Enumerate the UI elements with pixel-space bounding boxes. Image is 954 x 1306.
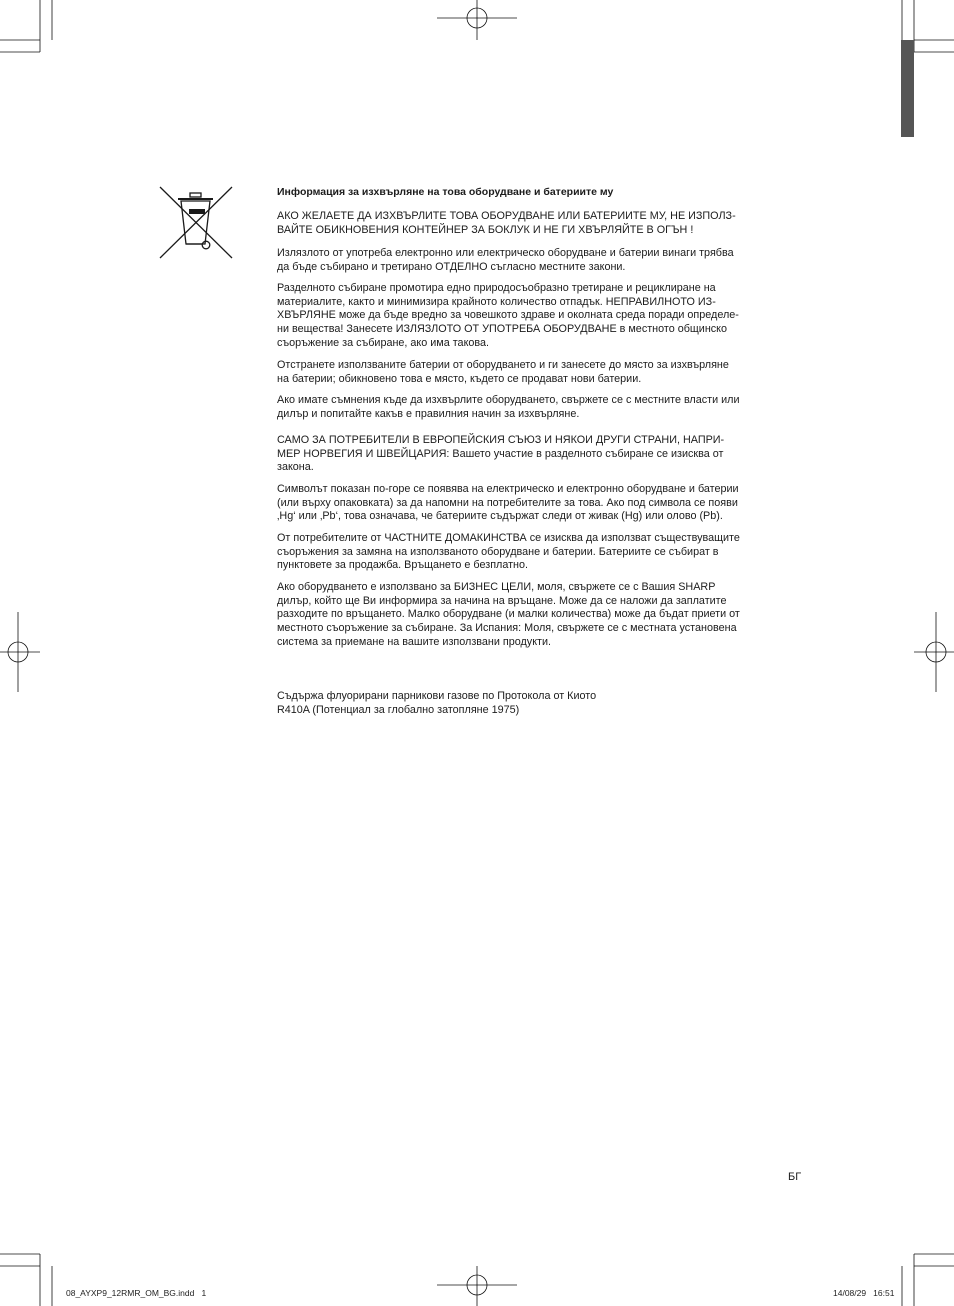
text-line: закона. xyxy=(277,461,314,474)
slug-timestamp: 14/08/29 16:51 xyxy=(833,1288,895,1298)
text-line: дилър и попитайте какъв е правилния начин за изхвърляне. xyxy=(277,407,580,420)
text-line: местното съоръжение за събиране. За Испания: Моля, свържете се с местната установена xyxy=(277,621,737,634)
text-line: ВАЙТЕ ОБИКНОВЕНИЯ КОНТЕЙНЕР ЗА БОКЛУК И НЕ ГИ ХВЪРЛЯЙТЕ В ОГЪН ! xyxy=(277,223,694,236)
bin-label-band xyxy=(189,209,205,214)
text-line: дилър, който ще Ви информира за начина на връщане. Може да се наложи да заплатите xyxy=(277,594,727,607)
text-line: Излязлото от употреба електронно или електрическо оборудване и батерии винаги трябва xyxy=(277,247,734,259)
bin-wheel xyxy=(202,241,210,249)
text-line: Ако оборудването е използвано за БИЗНЕС ЦЕЛИ, моля, свържете се с Вашия SHARP xyxy=(277,581,716,593)
text-line: Разделното събиране промотира едно природосъобразно третиране и рециклиране на xyxy=(277,282,716,294)
paragraph-eu-users xyxy=(277,434,724,475)
section-title: Информация за изхвърляне на това оборудване и батериите му xyxy=(277,186,614,198)
text-line: материалите, както и минимизира крайното количество отпадък. НЕПРАВИЛНОТО ИЗ- xyxy=(277,295,716,308)
paragraph-private-households xyxy=(277,532,740,573)
paragraph-fluorinated-gases xyxy=(277,690,596,717)
text-line: Съдържа флуорирани парникови газове по Протокола от Киото xyxy=(277,690,597,702)
text-line: ХВЪРЛЯНЕ може да бъде вредно за човешкото здраве и околната среда поради определе- xyxy=(277,309,739,322)
registration-mark-left xyxy=(0,612,40,692)
text-line: МЕР НОРВЕГИЯ И ШВЕЙЦАРИЯ: Вашето участие в разделното събиране се изисква от xyxy=(277,447,724,460)
crop-mark-top-left xyxy=(0,0,52,52)
text-line: разходите по връщането. Малко оборудване (и малки количества) може да бъдат приети от xyxy=(277,608,740,621)
text-line: Ако имате съмнения къде да изхвърлите оборудването, свържете се с местните власти или xyxy=(277,394,740,406)
paragraph-symbol-meaning xyxy=(277,483,739,524)
slug-file-name: 08_AYXP9_12RMR_OM_BG.indd 1 xyxy=(66,1288,207,1298)
text-line: на батерии; обикновено това е място, където се продават нови батерии. xyxy=(277,372,642,385)
crop-mark-bottom-right xyxy=(902,1254,954,1306)
section-tab-bar xyxy=(901,40,914,137)
text-line: ‚Hg‘ или ‚Pb‘, това означава, че батериите съдържат следи от живак (Hg) или олово (Pb). xyxy=(277,510,723,523)
text-line: R410A (Потенциал за глобално затопляне 1975) xyxy=(277,703,520,716)
text-line: да бъде събирано и третирано ОТДЕЛНО съгласно местните закони. xyxy=(277,260,626,273)
text-line: Отстранете използваните батерии от оборудването и ги занесете до място за изхвърляне xyxy=(277,359,729,371)
text-line: От потребителите от ЧАСТНИТЕ ДОМАКИНСТВА се изисква да използват съществуващите xyxy=(277,532,740,544)
language-marker: БГ xyxy=(788,1171,802,1183)
paragraph-disposal-warning xyxy=(277,210,736,237)
paragraph-separate-treatment xyxy=(277,247,734,274)
bin-symbol-graphic xyxy=(159,186,233,260)
registration-mark-right xyxy=(914,612,954,692)
crop-mark-bottom-left xyxy=(0,1254,52,1306)
paragraph-separate-collection xyxy=(277,282,739,350)
text-line: (или върху опаковката) за да напомни на потребителите за това. Ако под символа се появи xyxy=(277,496,738,509)
text-line: ни вещества! Занесете ИЗЛЯЗЛОТО ОТ УПОТРЕБА ОБОРУДВАНЕ в местното общинско xyxy=(277,322,728,335)
text-line: АКО ЖЕЛАЕТЕ ДА ИЗХВЪРЛИТЕ ТОВА ОБОРУДВАНЕ ИЛИ БАТЕРИИТЕ МУ, НЕ ИЗПОЛЗ- xyxy=(277,210,736,222)
registration-mark-bottom xyxy=(437,1266,517,1306)
paragraph-battery-removal xyxy=(277,359,729,386)
text-line: пунктовете за продажба. Връщането е безплатно. xyxy=(277,559,529,572)
paragraph-disposal-doubts xyxy=(277,394,739,421)
paragraph-business-users xyxy=(277,581,740,649)
text-line: съоръжение за събиране, ако има такова. xyxy=(277,336,490,349)
bin-handle xyxy=(190,193,201,197)
crossed-out-wheelie-bin-icon xyxy=(159,186,233,260)
text-line: Символът показан по-горе се появява на електрическо и електронно оборудване и батерии xyxy=(277,483,739,495)
text-line: система за приемане на вашите използвани продукти. xyxy=(277,635,552,648)
text-line: съоръжения за замяна на използваното оборудване и батерии. Батериите се събират в xyxy=(277,545,719,558)
registration-mark-top xyxy=(437,0,517,40)
text-line: САМО ЗА ПОТРЕБИТЕЛИ В ЕВРОПЕЙСКИЯ СЪЮЗ И НЯКОИ ДРУГИ СТРАНИ, НАПРИ- xyxy=(277,434,725,446)
